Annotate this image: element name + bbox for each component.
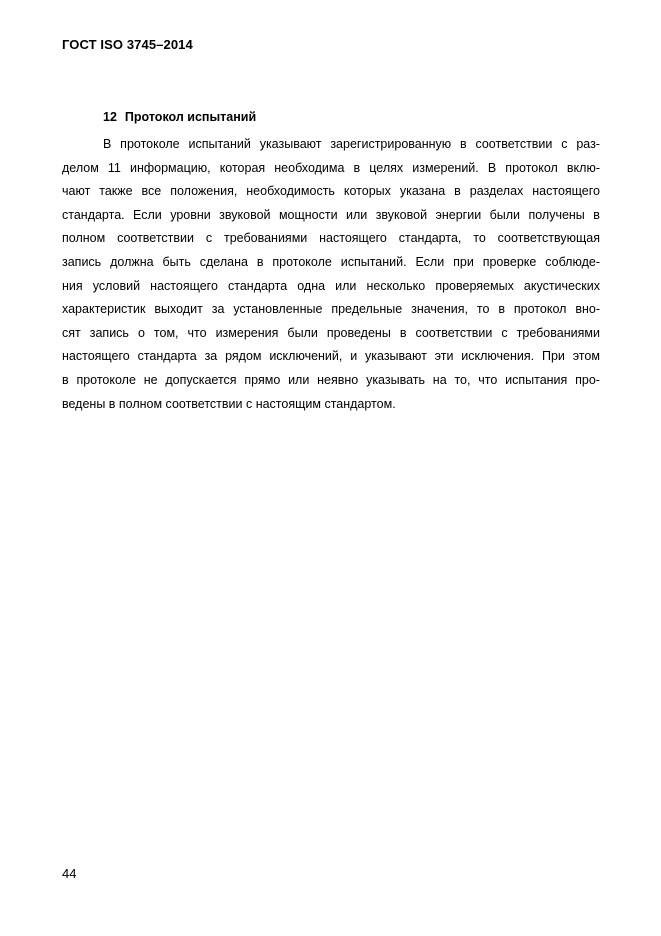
section-12 [62,109,600,416]
paragraph-line: чают также все положения, необходимость которых указана в разделах настоящего [62,184,600,199]
paragraph-line: настоящего стандарта за рядом исключений, и указывают эти исключения. При этом [62,349,600,364]
paragraph-line: ния условий настоящего стандарта одна или несколько проверяемых акустических [62,278,600,293]
page-number: 44 [62,866,77,881]
paragraph-line: характеристик выходит за установленные предельные значения, то в протокол вно- [62,302,600,317]
paragraph-line: делом 11 информацию, которая необходима в целях измерений. В протокол вклю- [62,160,600,175]
paragraph-line: полном соответствии с требованиями настоящего стандарта, то соответствующая [62,231,600,246]
section-heading [103,109,600,125]
section-body [62,133,600,416]
paragraph-line: сят запись о том, что измерения были проведены в соответствии с требованиями [62,325,600,340]
paragraph-line: запись должна быть сделана в протоколе испытаний. Если при проверке соблюде- [62,254,600,269]
paragraph-line: в протоколе не допускается прямо или неявно указывать на то, что испытания про- [62,372,600,387]
paragraph-line: ведены в полном соответствии с настоящим стандартом. [62,396,396,411]
paragraph-line: В протоколе испытаний указывают зарегистрированную в соответствии с раз- [103,137,600,151]
paragraph-line: стандарта. Если уровни звуковой мощности или звуковой энергии были получены в [62,207,600,222]
section-title: Протокол испытаний [124,110,257,124]
section-number: 12 [103,110,117,124]
document-code-header: ГОСТ ISO 3745–2014 [62,37,193,52]
